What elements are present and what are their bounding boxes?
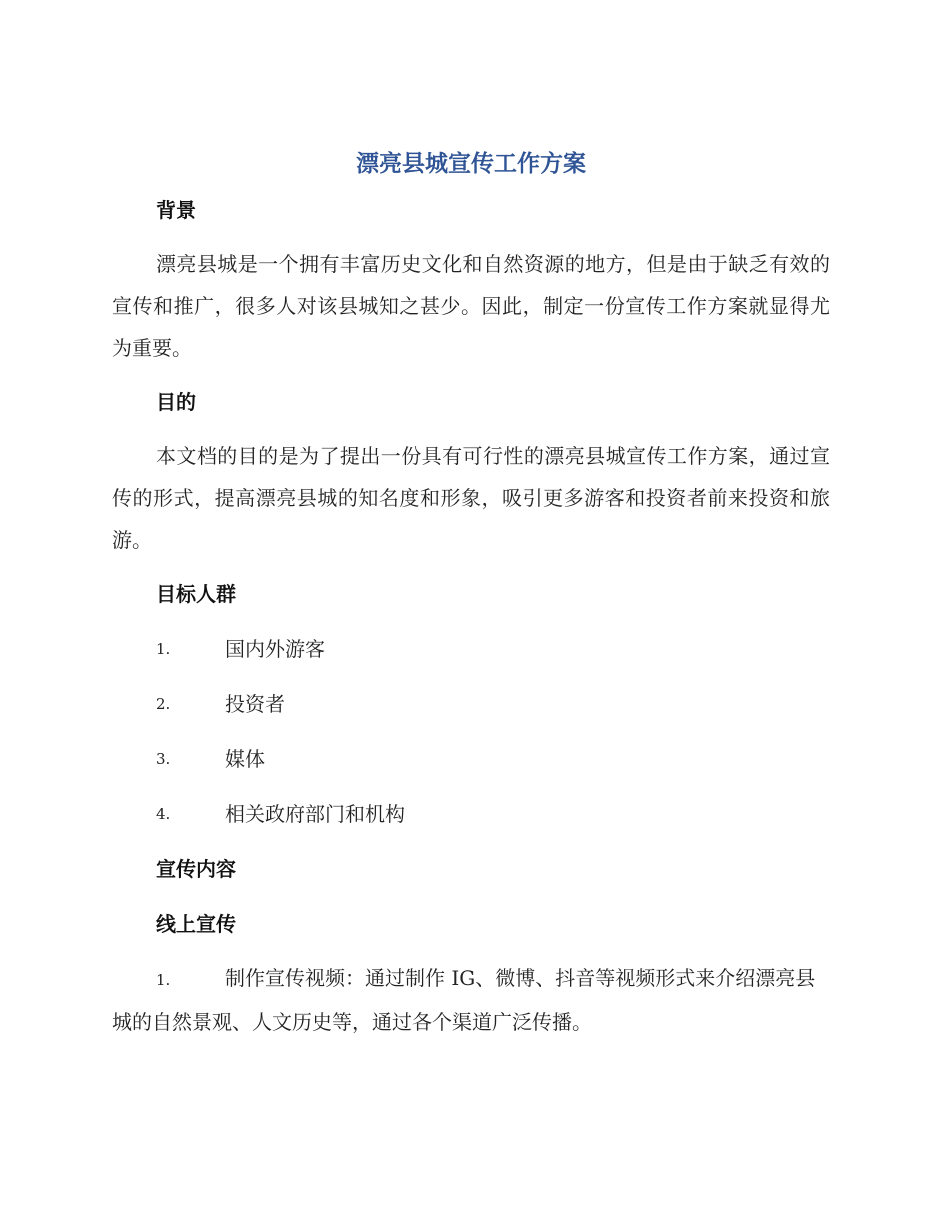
list-text: 制作宣传视频：通过制作 IG、微博、抖音等视频形式来介绍漂亮县城的自然景观、人文历史等，通过各个渠道广泛传播。	[112, 966, 816, 1034]
section-heading-online: 线上宣传	[156, 912, 236, 936]
list-text: 国内外游客	[225, 637, 325, 661]
list-text: 媒体	[225, 747, 265, 771]
section-heading-purpose: 目的	[156, 390, 196, 414]
list-number: 2.	[156, 695, 171, 713]
list-number: 4.	[156, 805, 171, 823]
section-heading-background: 背景	[156, 198, 196, 222]
document-body	[112, 140, 830, 1054]
list-item	[112, 957, 830, 1043]
list-item	[112, 682, 830, 726]
list-text: 相关政府部门和机构	[225, 802, 405, 826]
list-number: 3.	[156, 750, 171, 768]
purpose-paragraph: 本文档的目的是为了提出一份具有可行性的漂亮县城宣传工作方案，通过宣传的形式，提高漂亮县城的知名度和形象，吸引更多游客和投资者前来投资和旅游。	[112, 444, 830, 552]
list-item	[112, 737, 830, 781]
list-item	[112, 792, 830, 836]
list-number: 1.	[156, 640, 171, 658]
list-item	[112, 627, 830, 671]
section-heading-audience: 目标人群	[156, 582, 236, 606]
document-title: 漂亮县城宣传工作方案	[356, 151, 586, 177]
list-text: 投资者	[225, 692, 285, 716]
list-number: 1.	[156, 971, 171, 989]
section-heading-content: 宣传内容	[156, 857, 236, 881]
background-paragraph: 漂亮县城是一个拥有丰富历史文化和自然资源的地方，但是由于缺乏有效的宣传和推广，很多人对该县城知之甚少。因此，制定一份宣传工作方案就显得尤为重要。	[112, 252, 830, 360]
